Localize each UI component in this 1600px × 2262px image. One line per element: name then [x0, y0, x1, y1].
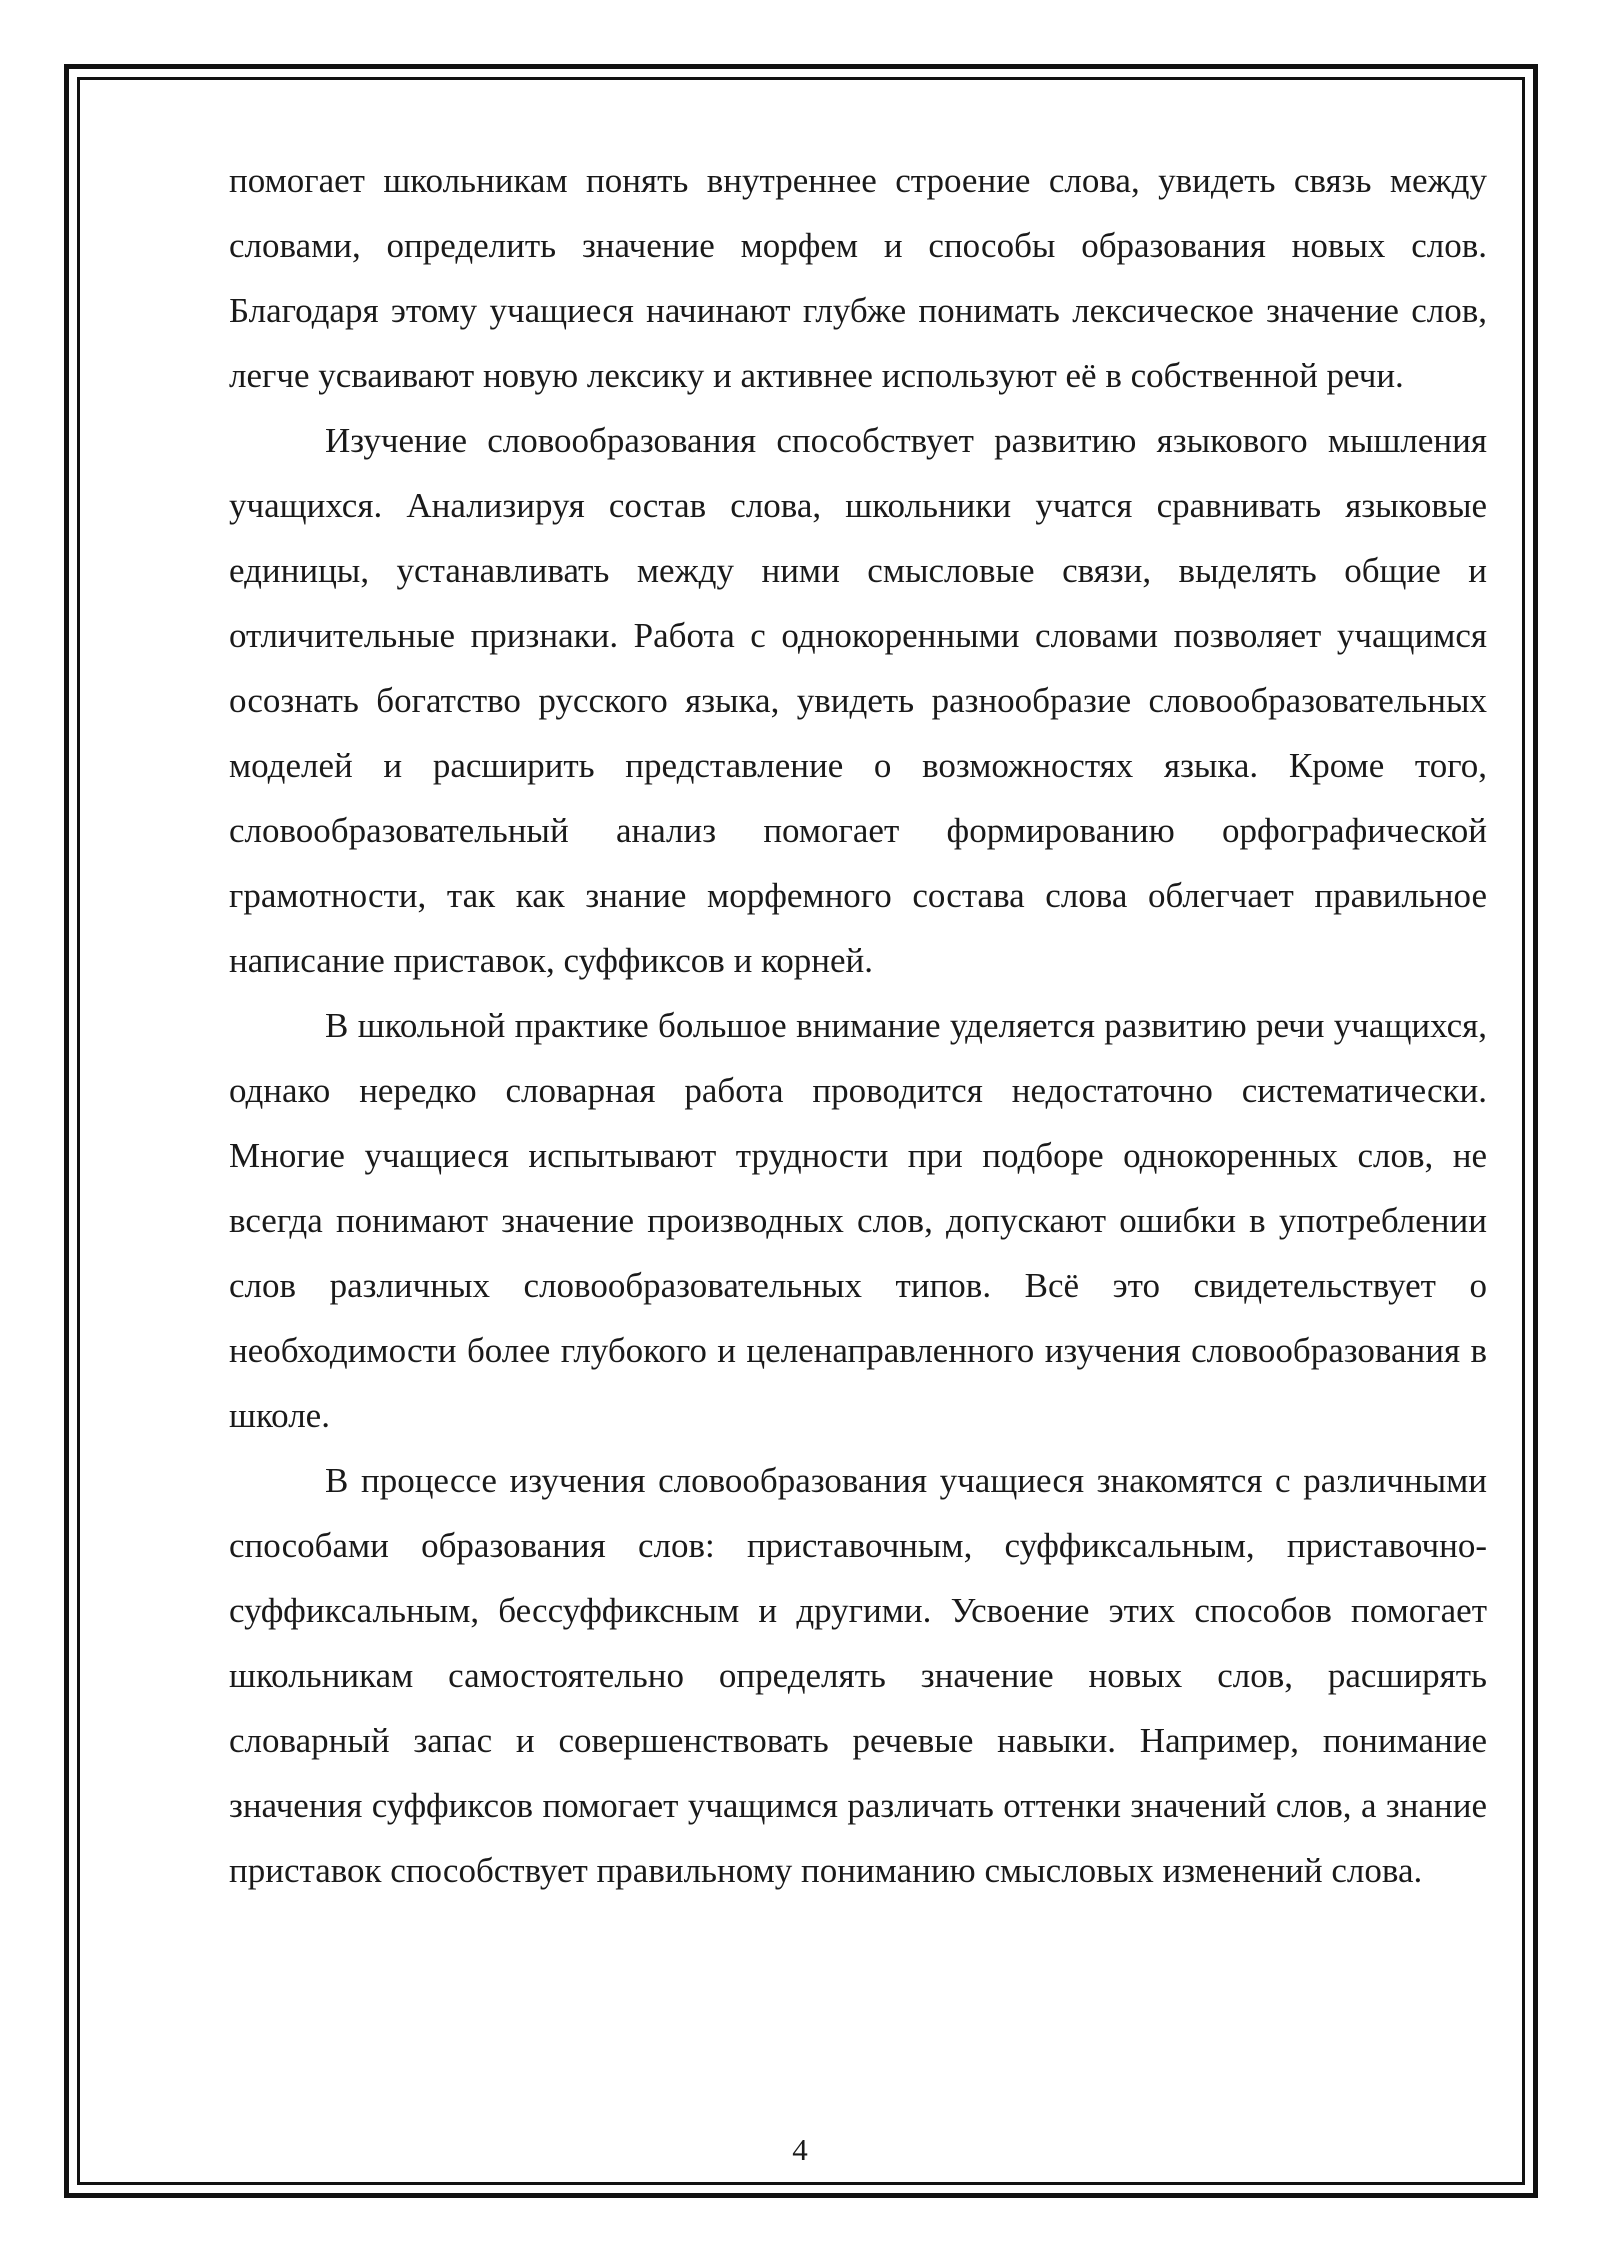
- paragraph-2: Изучение словообразования способствует развитию языкового мышления учащихся. Анализируя состав слова, школьники учатся сравнивать языковые единицы, устанавливать между ними смысловые связи, выделять общие и отличительные признаки. Работа с однокоренными словами позволяет учащимся осознать богатство русского языка, увидеть разнообразие словообразовательных моделей и расширить представление о возможностях языка. Кроме того, словообразовательный анализ помогает формированию орфографической грамотности, так как знание морфемного состава слова облегчает правильное написание приставок, суффиксов и корней.: [229, 421, 1487, 980]
- document-body: [229, 148, 1487, 1903]
- paragraph-1: помогает школьникам понять внутреннее строение слова, увидеть связь между словами, определить значение морфем и способы образования новых слов. Благодаря этому учащиеся начинают глубже понимать лексическое значение слов, легче усваивают новую лексику и активнее используют её в собственной речи.: [229, 161, 1487, 395]
- paragraph-3: В школьной практике большое внимание уделяется развитию речи учащихся, однако нередко словарная работа проводится недостаточно систематически. Многие учащиеся испытывают трудности при подборе однокоренных слов, не всегда понимают значение производных слов, допускают ошибки в употреблении слов различных словообразовательных типов. Всё это свидетельствует о необходимости более глубокого и целенаправленного изучения словообразования в школе.: [229, 1006, 1487, 1435]
- page-number: 4: [792, 2132, 808, 2167]
- paragraph-4: В процессе изучения словообразования учащиеся знакомятся с различными способами образования слов: приставочным, суффиксальным, приставочно-суффиксальным, бессуффиксным и другими. Усвоение этих способов помогает школьникам самостоятельно определять значение новых слов, расширять словарный запас и совершенствовать речевые навыки. Например, понимание значения суффиксов помогает учащимся различать оттенки значений слов, а знание приставок способствует правильному пониманию смысловых изменений слова.: [229, 1461, 1487, 1890]
